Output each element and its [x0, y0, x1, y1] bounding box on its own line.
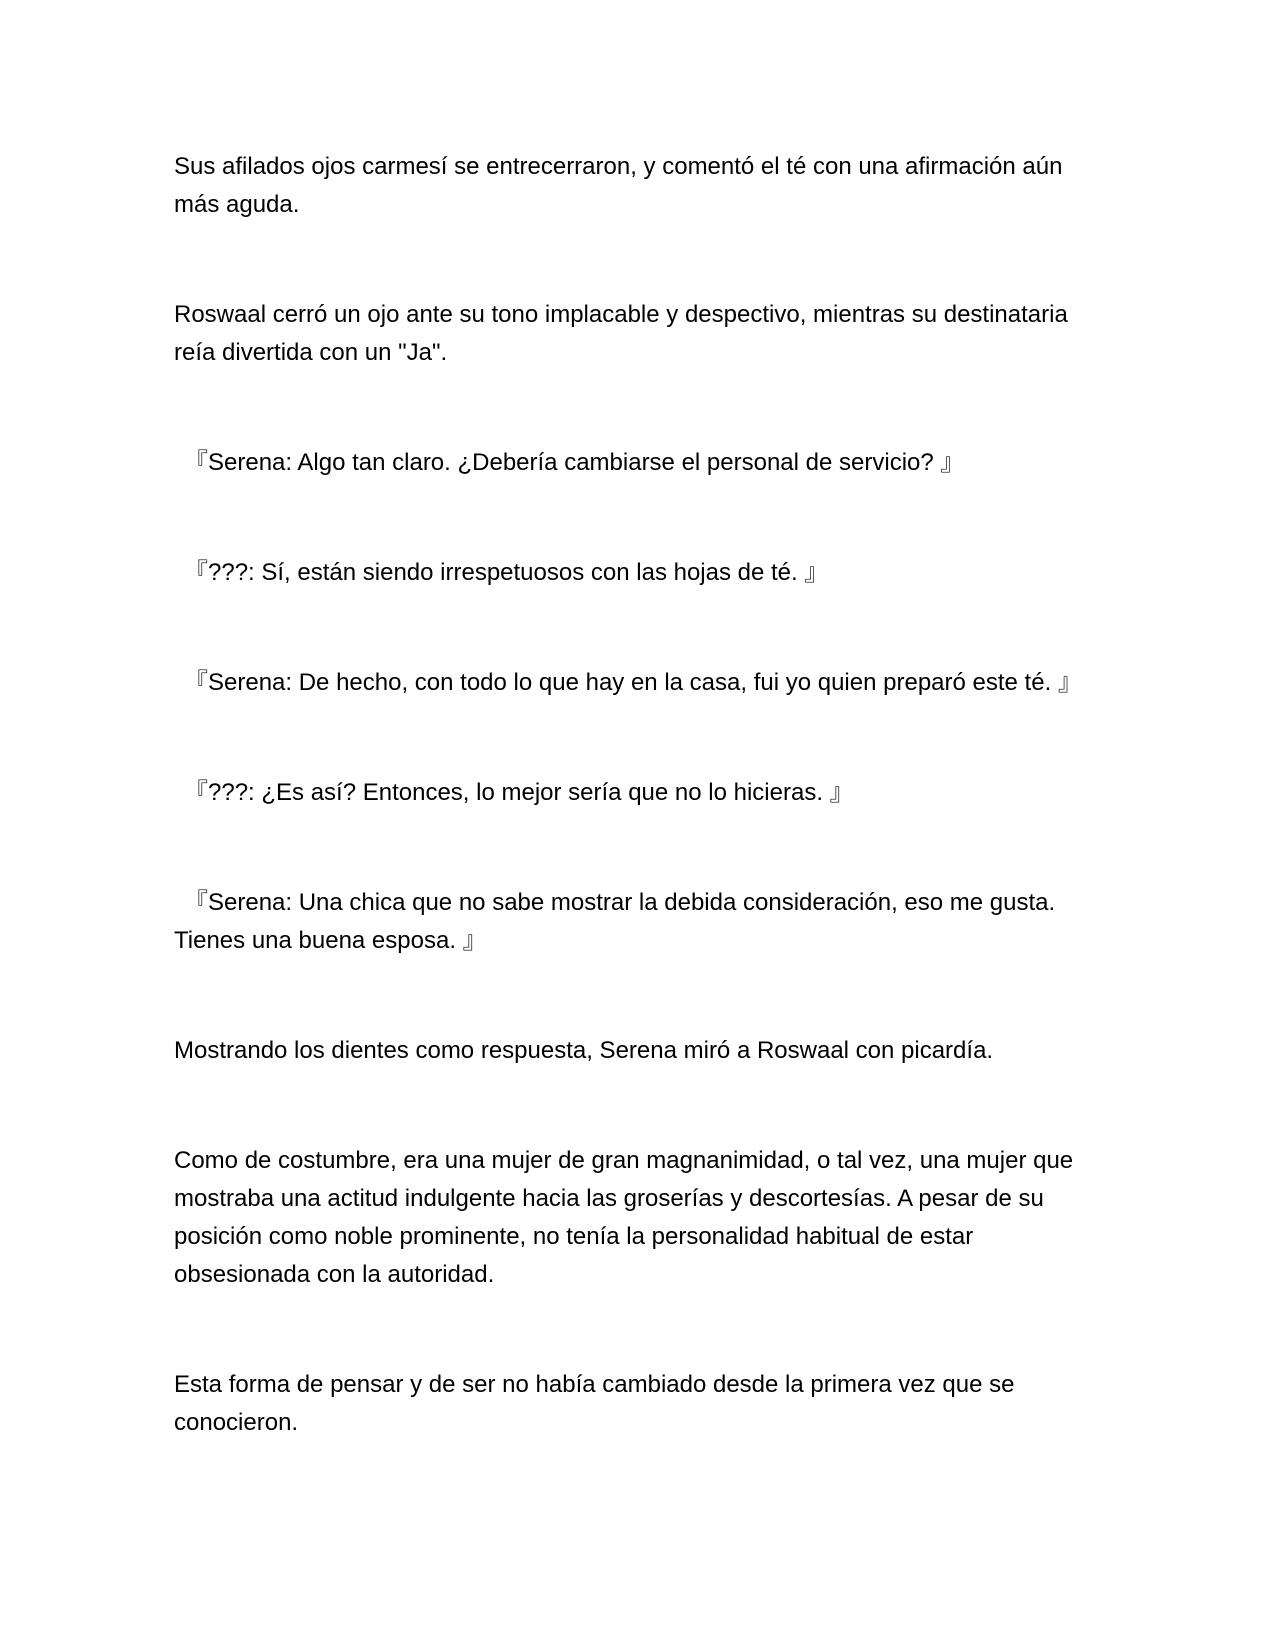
paragraph-narration-2: Roswaal cerró un ojo ante su tono implacable y despectivo, mientras su destinataria reía divertida con un "Ja".	[174, 301, 1068, 366]
paragraph-dialogue-serena-3: 『Serena: Una chica que no sabe mostrar la debida consideración, eso me gusta. Tienes una buena esposa. 』	[174, 889, 1056, 954]
paragraph-narration-3: Mostrando los dientes como respuesta, Serena miró a Roswaal con picardía.	[174, 1037, 994, 1064]
paragraph-dialogue-serena-2: 『Serena: De hecho, con todo lo que hay en la casa, fui yo quien preparó este té. 』	[184, 669, 1082, 696]
paragraph-narration-5: Esta forma de pensar y de ser no había cambiado desde la primera vez que se conocieron.	[174, 1371, 1015, 1436]
paragraph-narration-4: Como de costumbre, era una mujer de gran magnanimidad, o tal vez, una mujer que mostraba una actitud indulgente hacia las groserías y descortesías. A pesar de su posición como noble prominente, no tenía la personalidad habitual de estar obsesionada con la autoridad.	[174, 1147, 1074, 1288]
paragraph-narration-1: Sus afilados ojos carmesí se entrecerraron, y comentó el té con una afirmación aún más aguda.	[174, 153, 1063, 218]
paragraph-dialogue-unknown-1: 『???: Sí, están siendo irrespetuosos con las hojas de té. 』	[184, 559, 829, 586]
paragraph-dialogue-unknown-2: 『???: ¿Es así? Entonces, lo mejor sería que no lo hicieras. 』	[184, 779, 854, 806]
document-body	[174, 148, 1104, 1514]
paragraph-dialogue-serena-1: 『Serena: Algo tan claro. ¿Debería cambiarse el personal de servicio? 』	[184, 449, 965, 476]
